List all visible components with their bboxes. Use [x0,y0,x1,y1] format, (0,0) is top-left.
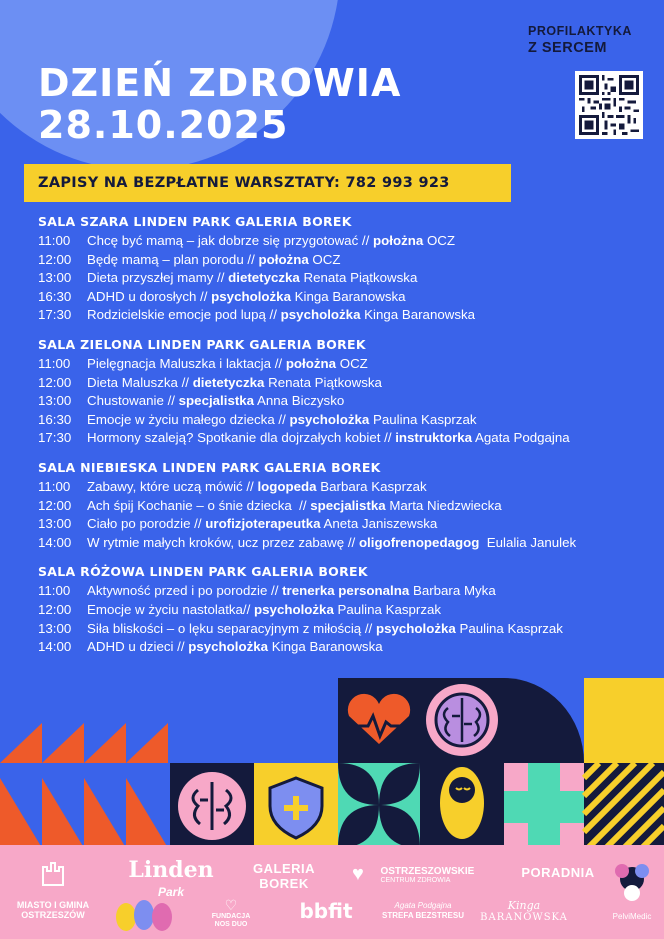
session-topic: Aktywność przed i po porodzie // [87,583,283,599]
section-title: SALA RÓŻOWA LINDEN PARK GALERIA BOREK [38,564,368,580]
brand-block [528,24,648,56]
brain-icon [178,772,246,840]
heart-icon: ♥ [352,863,364,885]
poradnia-logo[interactable]: PORADNIA [521,865,595,880]
session-role: psycholożka [211,288,291,304]
bbfit-logo[interactable]: bbfit [299,899,353,923]
session-section [38,562,658,656]
mosaic-red-triangles [0,723,168,763]
fundacja-line-1: FUNDACJA [211,913,251,920]
session-person: Marta Niedzwiecka [385,497,502,513]
session-section [38,212,658,325]
session-time: 13:00 [38,620,72,636]
session-role: trenerka personalna [282,583,410,599]
session-person: Paulina Kasprzak [455,620,563,636]
session-row [38,638,658,657]
session-row [38,269,658,288]
session-role: psycholożka [280,307,361,323]
session-topic: ADHD u dorosłych // [87,288,212,304]
session-person: OCZ [336,355,368,371]
miasto-logo[interactable] [8,857,98,920]
session-role: oligofrenopedagog [358,534,480,550]
section-title: SALA ZIELONA LINDEN PARK GALERIA BOREK [38,336,366,352]
session-role: położna [258,251,309,267]
session-topic: ADHD u dzieci // [87,639,189,655]
session-person: Eulalia Janulek [479,534,577,550]
session-topic: Ach śpij Kochanie – o śnie dziecka // [87,497,311,513]
strefa-bezstresu-logo[interactable] [380,901,466,921]
session-row [38,601,658,620]
session-person: Agata Podgajna [472,430,570,446]
session-row [38,411,658,430]
strefa-line-2: STREFA BEZSTRESU [382,911,464,920]
session-time: 12:00 [38,374,72,390]
session-section [38,335,658,448]
session-time: 16:30 [38,288,72,304]
brand-line-2: Z SERCEM [528,40,607,56]
session-time: 13:00 [38,270,72,286]
session-person: Renata Piątkowska [299,270,418,286]
session-topic: Chustowanie // [87,393,179,409]
session-topic: Pielęgnacja Maluszka i laktacja // [87,355,286,371]
session-time: 11:00 [38,233,71,248]
session-time: 14:00 [38,534,72,550]
flower-icon [612,859,652,907]
kinga-line-1: Kinga [507,899,541,912]
session-row [38,251,658,270]
session-role: specjalistka [310,497,386,513]
session-row [38,392,658,411]
session-topic: Hormony szaleją? Spotkanie dla dojrzałych kobiet // [87,430,396,446]
galeria-line-2: BOREK [259,876,309,891]
session-time: 12:00 [38,251,72,267]
session-row [38,288,658,307]
galeria-borek-logo[interactable] [246,861,322,891]
session-time: 13:00 [38,516,72,532]
session-person: Kinga Baranowska [290,288,406,304]
session-topic: Rodzicielskie emocje pod lupą // [87,307,281,323]
session-person: Barbara Myka [409,583,496,599]
session-role: psycholożka [289,411,370,427]
centrum-line-1: OSTRZESZOWSKIE [380,865,475,877]
session-time: 12:00 [38,601,72,617]
session-row [38,232,658,251]
session-topic: Emocje w życiu małego dziecka // [87,411,290,427]
fundacja-logo[interactable] [208,897,254,929]
decorative-mosaic [0,678,664,848]
session-time: 13:00 [38,393,72,409]
session-time: 17:30 [38,430,72,446]
linden-line-1: Linden [128,857,214,883]
session-topic: Ciało po porodzie // [87,516,206,532]
session-role: dietetyczka [192,374,265,390]
session-person: Kinga Baranowska [268,639,383,655]
session-person: OCZ [423,233,456,248]
sponsor-footer [0,845,664,939]
page-title [38,62,401,146]
linden-park-logo[interactable] [126,857,216,901]
colorful-leaf-icon [112,897,176,933]
session-role: urofizjoterapeutka [205,516,321,532]
qr-code-icon[interactable] [575,71,643,139]
kinga-baranowska-logo[interactable] [476,899,572,923]
session-row [38,355,658,374]
baby-icon [440,767,484,839]
session-row [38,497,658,516]
session-time: 17:30 [38,307,72,323]
session-topic: W rytmie małych kroków, ucz przez zabawę // [87,534,359,550]
strefa-line-1: Agata Podgajna [394,901,452,910]
session-row [38,374,658,393]
session-topic: Emocje w życiu nastolatka// [87,601,255,617]
session-row [38,515,658,534]
session-person: Kinga Baranowska [360,307,476,323]
mosaic-blue-triangles [0,778,168,848]
mosaic-yellow-tile [584,678,664,763]
session-topic: Dieta Maluszka // [87,374,193,390]
session-role: położna [373,233,424,248]
brain-icon [426,684,498,756]
session-topic: Chcę być mamą – jak dobrze się przygotować // [87,233,374,248]
session-topic: Dieta przyszłej mamy // [87,270,229,286]
session-role: psycholożka [254,601,334,617]
session-row [38,534,658,553]
session-topic: Będę mamą – plan porodu // [87,251,259,267]
session-person: Paulina Kasprzak [333,601,442,617]
session-role: psycholożka [188,639,269,655]
session-role: dietetyczka [228,270,300,286]
sessions-list [38,212,658,667]
session-time: 12:00 [38,497,72,513]
session-role: położna [285,355,337,371]
session-row [38,478,658,497]
heart-outline-icon: ♡ [224,897,238,913]
session-time: 11:00 [38,478,71,494]
session-row [38,620,658,639]
fundacja-line-2: NOS DUO [214,921,248,928]
session-topic: Zabawy, które uczą mówić // [87,478,258,494]
linden-line-2: Park [157,885,185,899]
session-section [38,458,658,552]
session-person: Paulina Kasprzak [369,411,477,427]
session-role: logopeda [257,478,317,494]
session-topic: Siła bliskości – o lęku separacyjnym z miłością // [87,620,376,636]
session-row [38,306,658,325]
kinga-line-2: BARANOWSKA [480,912,568,923]
title-date: 28.10.2025 [38,103,289,147]
galeria-line-1: GALERIA [253,861,315,876]
session-person: Renata Piątkowska [264,374,382,390]
session-row [38,429,658,448]
signup-banner: ZAPISY NA BEZPŁATNE WARSZTATY: 782 993 923 [24,164,511,202]
title-line-1: DZIEŃ ZDROWIA [38,61,402,105]
session-role: psycholożka [375,620,456,636]
session-time: 14:00 [38,639,72,655]
session-time: 11:00 [38,583,71,599]
session-time: 16:30 [38,411,72,427]
section-title: SALA SZARA LINDEN PARK GALERIA BOREK [38,214,352,229]
miasto-line-2: OSTRZESZÓW [21,910,85,920]
section-title: SALA NIEBIESKA LINDEN PARK GALERIA BOREK [38,459,381,475]
session-person: Aneta Janiszewska [320,516,438,532]
session-role: instruktorka [395,430,473,446]
session-person: Barbara Kasprzak [316,478,427,494]
session-person: Anna Biczysko [254,393,345,409]
pelvimedic-logo[interactable] [604,859,660,921]
miasto-line-1: MIASTO I GMINA [16,900,90,910]
session-time: 11:00 [38,355,71,371]
centrum-line-2: CENTRUM ZDROWIA [380,876,451,884]
pelvi-text: PelviMedic [612,912,652,921]
castle-icon [39,857,67,887]
brand-line-1: PROFILAKTYKA [528,24,632,38]
centrum-zdrowia-logo[interactable] [352,863,502,886]
session-person: OCZ [308,251,341,267]
session-row [38,582,658,601]
session-role: specjalistka [178,393,255,409]
